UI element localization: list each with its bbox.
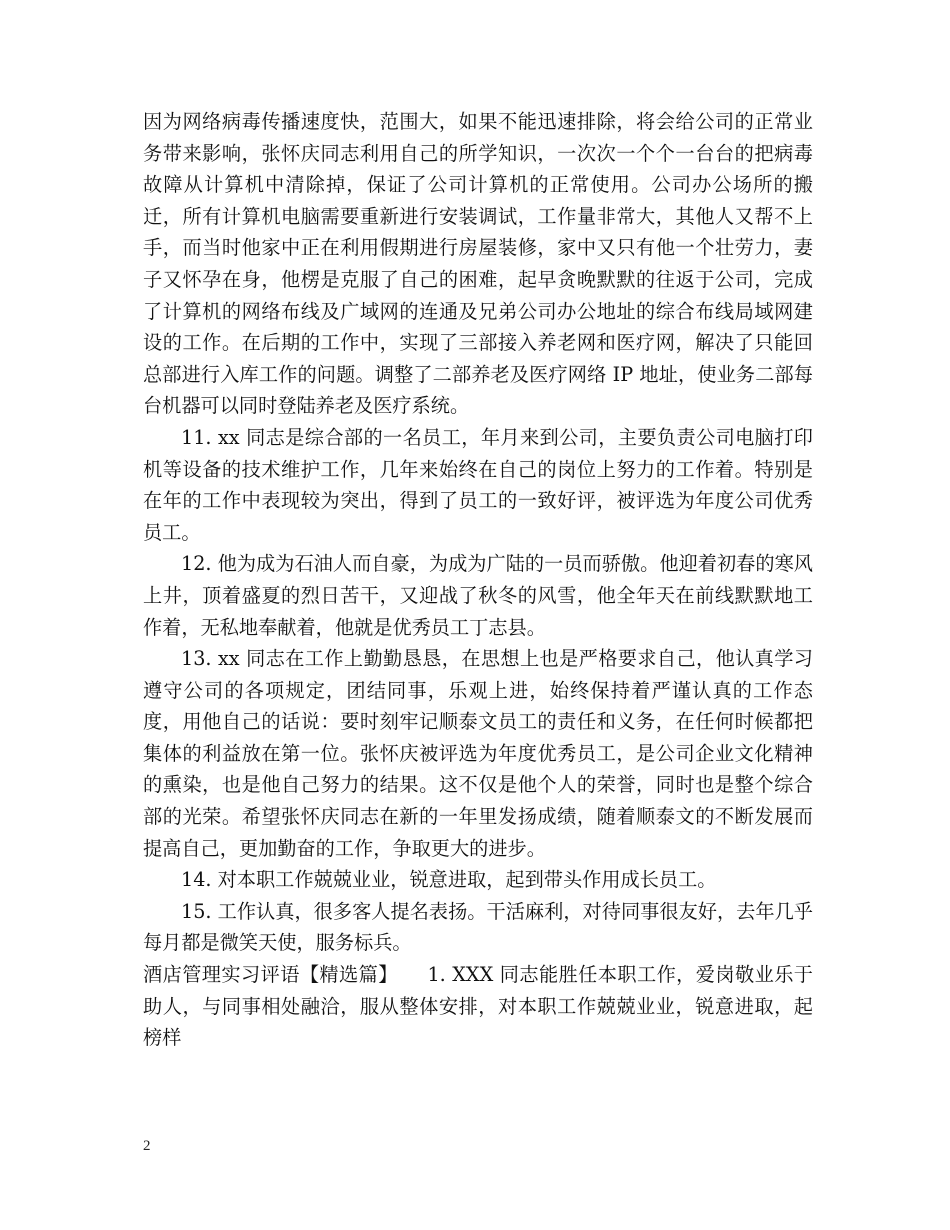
paragraph-item-15: 15. 工作认真，很多客人提名表扬。干活麻利，对待同事很友好，去年几乎每月都是微笑天使，服务标兵。: [143, 899, 813, 955]
paragraph-continuation: 因为网络病毒传播速度快，范围大，如果不能迅速排除，将会给公司的正常业务带来影响，张怀庆同志利用自己的所学知识，一次次一个个一台台的把病毒故障从计算机中清除掉，保证了公司计算机的正常使用。公司办公场所的搬迁，所有计算机电脑需要重新进行安装调试，工作量非常大，其他人又帮不上手，而当时他家中正在利用假期进行房屋装修，家中又只有他一个壮劳力，妻子又怀孕在身，他楞是克服了自己的困难，起早贪晚默默的往返于公司，完成了计算机的网络布线及广域网的连通及兄弟公司办公地址的综合布线局域网建设的工作。在后期的工作中，实现了三部接入养老网和医疗网，解决了只能回总部进行入库工作的问题。调整了二部养老及医疗网络 IP 地址，使业务二部每台机器可以同时登陆养老及医疗系统。: [143, 110, 813, 418]
document-body: [143, 106, 813, 1054]
paragraph-item-11: 11. xx 同志是综合部的一名员工，年月来到公司，主要负责公司电脑打印机等设备的技术维护工作，几年来始终在自己的岗位上努力的工作着。特别是在年的工作中表现较为突出，得到了员工的一致好评，被评选为年度公司优秀员工。: [143, 425, 813, 544]
paragraph-section-hotel: 酒店管理实习评语【精选篇】 1. XXX 同志能胜任本职工作，爱岗敬业乐于助人，与同事相处融洽，服从整体安排，对本职工作兢兢业业，锐意进取，起榜样: [143, 963, 813, 1050]
paragraph-item-12: 12. 他为成为石油人而自豪，为成为广陆的一员而骄傲。他迎着初春的寒风上井，顶着盛夏的烈日苦干，又迎战了秋冬的风雪，他全年天在前线默默地工作着，无私地奉献着，他就是优秀员工丁志县。: [143, 552, 813, 639]
page-number: 2: [143, 1138, 151, 1154]
paragraph-item-13: 13. xx 同志在工作上勤勤恳恳，在思想上也是严格要求自己，他认真学习遵守公司的各项规定，团结同事，乐观上进，始终保持着严谨认真的工作态度，用他自己的话说：要时刻牢记顺泰文员工的责任和义务，在任何时候都把集体的利益放在第一位。张怀庆被评选为年度优秀员工，是公司企业文化精神的熏染，也是他自己努力的结果。这不仅是他个人的荣誉，同时也是整个综合部的光荣。希望张怀庆同志在新的一年里发扬成绩，随着顺泰文的不断发展而提高自己，更加勤奋的工作，争取更大的进步。: [143, 647, 813, 860]
paragraph-item-14: 14. 对本职工作兢兢业业，锐意进取，起到带头作用成长员工。: [181, 868, 717, 892]
